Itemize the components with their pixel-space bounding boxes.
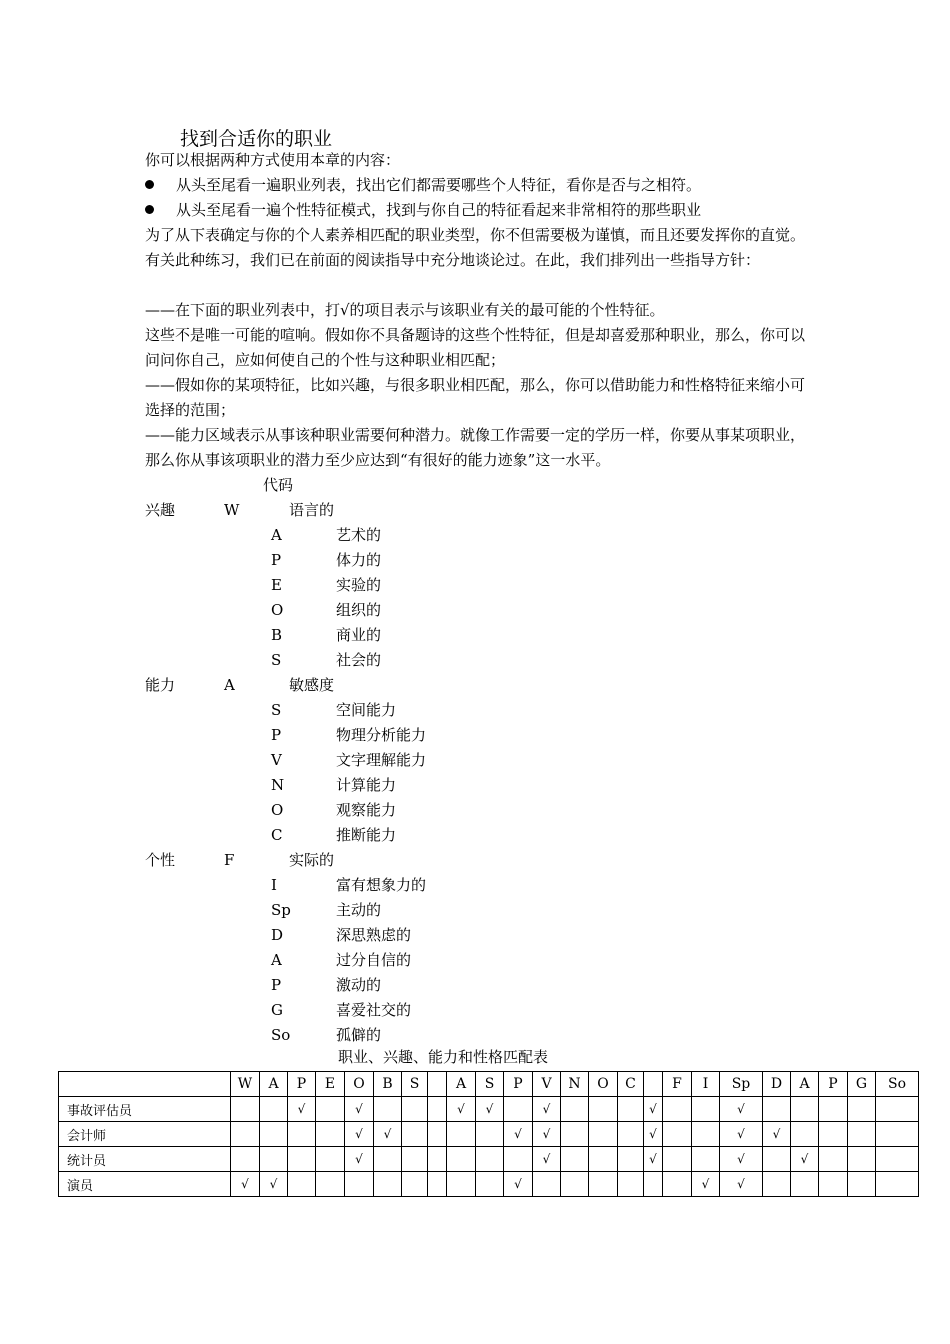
match-cell [561, 1122, 589, 1147]
match-cell [618, 1097, 644, 1122]
check-mark-icon: √ [355, 1102, 363, 1116]
column-header: O [589, 1072, 618, 1097]
check-mark-icon: √ [485, 1102, 494, 1116]
match-cell [618, 1172, 644, 1197]
match-cell [663, 1147, 692, 1172]
check-mark-icon: √ [542, 1102, 551, 1116]
column-header: V [533, 1072, 561, 1097]
item-label: 社会的 [336, 651, 382, 669]
match-cell [876, 1097, 919, 1122]
match-cell [345, 1147, 374, 1172]
match-cell [791, 1172, 819, 1197]
check-mark-icon: √ [737, 1152, 745, 1166]
match-cell [316, 1147, 345, 1172]
category-personality: 个性 [145, 851, 176, 869]
occupation-name: 演员 [59, 1172, 231, 1197]
match-cell [692, 1097, 720, 1122]
item-label: 孤僻的 [336, 1026, 382, 1044]
item-code: G [271, 1001, 283, 1019]
column-header: A [260, 1072, 288, 1097]
match-cell [402, 1097, 428, 1122]
match-cell [644, 1097, 663, 1122]
column-header [59, 1072, 231, 1097]
column-header: E [316, 1072, 345, 1097]
match-cell [428, 1172, 447, 1197]
match-cell [428, 1147, 447, 1172]
check-mark-icon: √ [649, 1152, 657, 1166]
column-header: A [447, 1072, 476, 1097]
match-cell [504, 1172, 533, 1197]
match-cell [533, 1147, 561, 1172]
match-cell [447, 1097, 476, 1122]
column-header: O [345, 1072, 374, 1097]
match-cell [374, 1172, 402, 1197]
match-cell [402, 1172, 428, 1197]
match-cell [561, 1172, 589, 1197]
bullet-item-2 [145, 198, 810, 223]
match-cell [876, 1172, 919, 1197]
table-row [59, 1172, 919, 1197]
check-mark-icon: √ [701, 1177, 710, 1191]
match-table [58, 1071, 919, 1197]
category-interest: 兴趣 [145, 501, 176, 519]
item-label: 艺术的 [336, 526, 382, 544]
check-mark-icon: √ [514, 1127, 522, 1141]
match-cell [589, 1172, 618, 1197]
match-cell [533, 1172, 561, 1197]
column-header [644, 1072, 663, 1097]
match-cell [876, 1122, 919, 1147]
item-label: 实验的 [336, 576, 382, 594]
check-mark-icon: √ [737, 1177, 745, 1191]
match-cell [260, 1147, 288, 1172]
match-cell [260, 1122, 288, 1147]
match-cell [476, 1172, 504, 1197]
item-code: V [271, 751, 282, 769]
match-cell [589, 1122, 618, 1147]
match-cell [504, 1147, 533, 1172]
column-header: D [763, 1072, 791, 1097]
occupation-name: 事故评估员 [59, 1097, 231, 1122]
table-caption: 职业、兴趣、能力和性格匹配表 [338, 1048, 549, 1066]
column-header: P [288, 1072, 316, 1097]
match-cell [791, 1122, 819, 1147]
match-cell [720, 1097, 763, 1122]
match-cell [848, 1122, 876, 1147]
match-cell [663, 1097, 692, 1122]
match-cell [476, 1147, 504, 1172]
match-cell [288, 1122, 316, 1147]
match-cell [644, 1172, 663, 1197]
item-label: 文字理解能力 [336, 751, 427, 769]
item-label: 推断能力 [336, 826, 397, 844]
intro-text: 你可以根据两种方式使用本章的内容： [145, 151, 401, 169]
item-label: 激动的 [336, 976, 382, 994]
match-cell [428, 1122, 447, 1147]
column-header: I [692, 1072, 720, 1097]
match-cell [428, 1097, 447, 1122]
match-cell [231, 1172, 260, 1197]
item-label: 组织的 [336, 601, 382, 619]
column-header: A [791, 1072, 819, 1097]
match-cell [791, 1147, 819, 1172]
item-label: 深思熟虑的 [336, 926, 412, 944]
match-cell [561, 1147, 589, 1172]
category-code: A [224, 676, 235, 694]
paragraph-narrow-range: ——假如你的某项特征，比如兴趣，与很多职业相匹配，那么，你可以借助能力和性格特征来缩小可选择的范围； [145, 376, 806, 419]
column-header: P [819, 1072, 848, 1097]
column-header: S [402, 1072, 428, 1097]
check-mark-icon: √ [241, 1177, 249, 1191]
match-cell [589, 1097, 618, 1122]
match-cell [345, 1122, 374, 1147]
item-code: S [271, 701, 282, 719]
item-label: 过分自信的 [336, 951, 412, 969]
match-cell [848, 1097, 876, 1122]
check-mark-icon: √ [772, 1127, 781, 1141]
match-cell [692, 1172, 720, 1197]
item-code: B [271, 626, 283, 644]
table-header-row [59, 1072, 919, 1097]
check-mark-icon: √ [649, 1102, 657, 1116]
match-cell [288, 1097, 316, 1122]
match-cell [260, 1097, 288, 1122]
item-code: A [271, 526, 282, 544]
match-cell [720, 1172, 763, 1197]
match-cell [533, 1122, 561, 1147]
check-mark-icon: √ [649, 1127, 657, 1141]
match-cell [819, 1172, 848, 1197]
match-cell [447, 1122, 476, 1147]
code-header: 代码 [263, 476, 294, 494]
bullet-icon [145, 180, 154, 189]
item-code: P [271, 551, 282, 569]
item-label: 主动的 [336, 901, 382, 919]
match-cell [763, 1147, 791, 1172]
check-mark-icon: √ [457, 1102, 465, 1116]
match-cell [848, 1147, 876, 1172]
column-header: N [561, 1072, 589, 1097]
column-header: B [374, 1072, 402, 1097]
match-cell [476, 1122, 504, 1147]
match-cell [644, 1147, 663, 1172]
item-code: O [271, 801, 284, 819]
item-label: 商业的 [336, 626, 382, 644]
category-ability: 能力 [145, 676, 176, 694]
item-label: 空间能力 [336, 701, 397, 719]
bullet-icon [145, 205, 154, 214]
check-mark-icon: √ [542, 1152, 551, 1166]
match-cell [561, 1097, 589, 1122]
check-mark-icon: √ [355, 1152, 363, 1166]
item-label: 计算能力 [336, 776, 397, 794]
bullet-text: 从头至尾看一遍职业列表，找出它们都需要哪些个人特征，看你是否与之相符。 [176, 176, 702, 194]
match-cell [345, 1097, 374, 1122]
match-cell [819, 1147, 848, 1172]
bullet-text: 从头至尾看一遍个性特征模式，找到与你自己的特征看起来非常相符的那些职业 [176, 201, 702, 219]
check-mark-icon: √ [383, 1127, 392, 1141]
match-cell [476, 1097, 504, 1122]
check-mark-icon: √ [269, 1177, 278, 1191]
item-label: 体力的 [336, 551, 382, 569]
column-header: C [618, 1072, 644, 1097]
item-code: A [271, 951, 282, 969]
column-header: W [231, 1072, 260, 1097]
match-cell [316, 1172, 345, 1197]
paragraph-guidelines: 为了从下表确定与你的个人素养相匹配的职业类型，你不但需要极为谨慎，而且还要发挥你的直觉。有关此种练习，我们已在前面的阅读指导中充分地谈论过。在此，我们排列出一些指导方针： [145, 226, 806, 269]
item-code: S [271, 651, 282, 669]
match-cell [644, 1122, 663, 1147]
match-cell [374, 1122, 402, 1147]
match-cell [231, 1147, 260, 1172]
category-label: 实际的 [289, 851, 335, 869]
item-code: So [271, 1026, 291, 1044]
match-cell [720, 1122, 763, 1147]
match-cell [288, 1172, 316, 1197]
item-code: C [271, 826, 283, 844]
item-code: N [271, 776, 285, 794]
column-header: G [848, 1072, 876, 1097]
column-header: F [663, 1072, 692, 1097]
category-code: W [224, 501, 240, 519]
check-mark-icon: √ [514, 1177, 522, 1191]
column-header: Sp [720, 1072, 763, 1097]
paragraph-checkmark-note: ——在下面的职业列表中，打√的项目表示与该职业有关的最可能的个性特征。 [145, 301, 665, 319]
paragraph-not-unique: 这些不是唯一可能的喧响。假如你不具备题诗的这些个性特征，但是却喜爱那种职业，那么，你可以问问你自己，应如何使自己的个性与这种职业相匹配； [145, 326, 806, 369]
match-cell [374, 1147, 402, 1172]
table-row [59, 1122, 919, 1147]
match-cell [663, 1122, 692, 1147]
match-cell [316, 1122, 345, 1147]
item-label: 富有想象力的 [336, 876, 427, 894]
item-code: P [271, 976, 282, 994]
match-cell [447, 1172, 476, 1197]
match-cell [231, 1122, 260, 1147]
item-label: 喜爱社交的 [336, 1001, 412, 1019]
column-header [428, 1072, 447, 1097]
bullet-item-1 [145, 173, 810, 198]
match-cell [720, 1147, 763, 1172]
match-cell [447, 1147, 476, 1172]
match-cell [374, 1097, 402, 1122]
page-title: 找到合适你的职业 [180, 128, 333, 150]
column-header: So [876, 1072, 919, 1097]
match-cell [533, 1097, 561, 1122]
category-label: 语言的 [289, 501, 335, 519]
item-code: D [271, 926, 284, 944]
match-cell [663, 1172, 692, 1197]
match-cell [791, 1097, 819, 1122]
check-mark-icon: √ [355, 1127, 363, 1141]
column-header: P [504, 1072, 533, 1097]
match-cell [260, 1172, 288, 1197]
match-cell [316, 1097, 345, 1122]
item-label: 观察能力 [336, 801, 397, 819]
match-cell [402, 1122, 428, 1147]
match-cell [763, 1122, 791, 1147]
category-code: F [224, 851, 235, 869]
match-cell [763, 1172, 791, 1197]
match-cell [589, 1147, 618, 1172]
match-cell [504, 1097, 533, 1122]
match-cell [231, 1097, 260, 1122]
item-label: 物理分析能力 [336, 726, 427, 744]
occupation-name: 会计师 [59, 1122, 231, 1147]
table-row [59, 1147, 919, 1172]
check-mark-icon: √ [297, 1102, 306, 1116]
match-cell [692, 1122, 720, 1147]
paragraph-ability-area: ——能力区域表示从事该种职业需要何种潜力。就像工作需要一定的学历一样，你要从事某项职业，那么你从事该项职业的潜力至少应达到“有很好的能力迹象”这一水平。 [145, 426, 806, 469]
match-cell [618, 1147, 644, 1172]
occupation-name: 统计员 [59, 1147, 231, 1172]
match-cell [288, 1147, 316, 1172]
match-cell [692, 1147, 720, 1172]
match-cell [504, 1122, 533, 1147]
item-code: O [271, 601, 284, 619]
match-cell [819, 1097, 848, 1122]
match-cell [819, 1122, 848, 1147]
table-row [59, 1097, 919, 1122]
match-cell [402, 1147, 428, 1172]
check-mark-icon: √ [737, 1102, 745, 1116]
check-mark-icon: √ [737, 1127, 745, 1141]
item-code: Sp [271, 901, 291, 919]
match-cell [848, 1172, 876, 1197]
item-code: I [271, 876, 277, 894]
match-cell [876, 1147, 919, 1172]
item-code: E [271, 576, 282, 594]
item-code: P [271, 726, 282, 744]
category-label: 敏感度 [289, 676, 335, 694]
match-cell [618, 1122, 644, 1147]
match-cell [763, 1097, 791, 1122]
check-mark-icon: √ [800, 1152, 809, 1166]
column-header: S [476, 1072, 504, 1097]
check-mark-icon: √ [542, 1127, 551, 1141]
match-cell [345, 1172, 374, 1197]
